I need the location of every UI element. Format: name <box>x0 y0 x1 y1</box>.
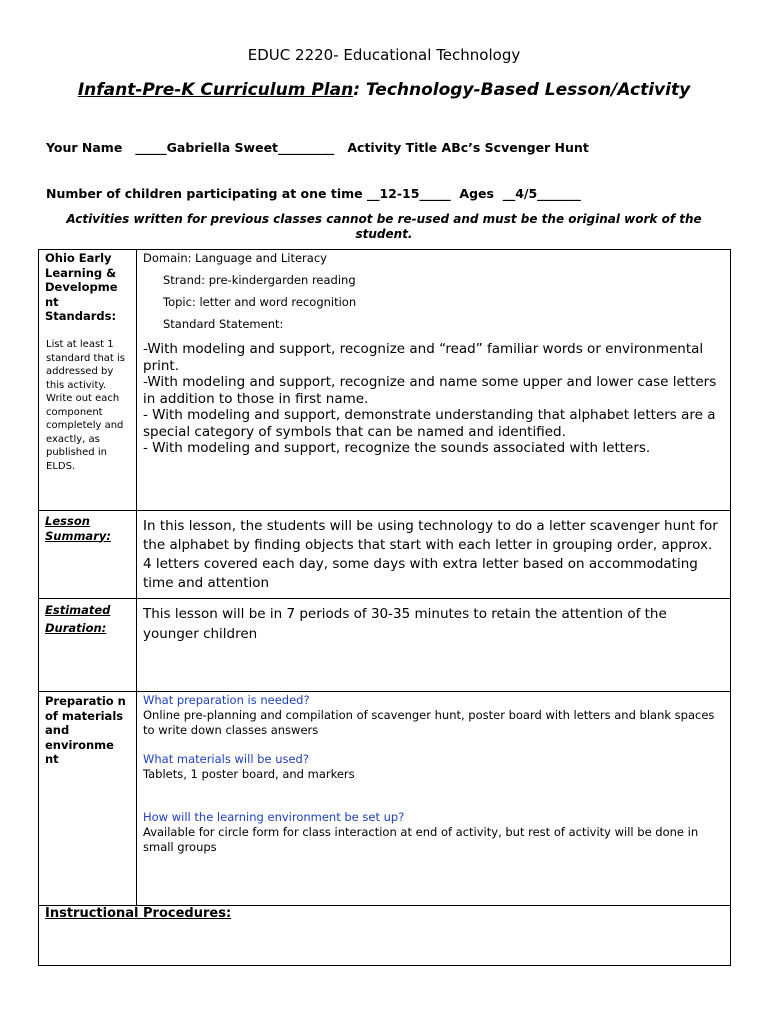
activity-label: Activity Title <box>347 140 438 155</box>
originality-notice: Activities written for previous classes cannot be re-used and must be the original work of the student. <box>66 212 702 241</box>
column-divider <box>136 250 137 905</box>
standard-item: - With modeling and support, demonstrate understanding that alphabet letters are a special category of symbols that can be named and identified. <box>143 407 716 440</box>
name-label: Your Name <box>46 140 123 155</box>
duration-text: This lesson will be in 7 periods of 30-35 minutes to retain the attention of the younger children <box>143 606 667 642</box>
standards-content <box>143 250 723 332</box>
children-label: Number of children participating at one time <box>46 186 363 201</box>
summary-text: In this lesson, the students will be using technology to do a letter scavenger hunt for the alphabet by finding objects that start with each letter in grouping order, approx. 4 letters covered each day, some days with extra letter based on accommodating time and attention <box>143 518 718 591</box>
lesson-plan-table <box>38 249 731 966</box>
title-rest: : Technology-Based Lesson/Activity <box>353 80 691 100</box>
duration-label: Estimated Duration: <box>45 603 111 635</box>
standards-label: Ohio Early Learning & Developme nt Standards: <box>45 251 118 323</box>
row-divider <box>39 691 730 692</box>
activity-value: ABc’s Scvenger Hunt <box>441 140 589 155</box>
materials-answer: Tablets, 1 poster board, and markers <box>143 767 355 781</box>
preparation-content <box>143 693 723 855</box>
standard-item: -With modeling and support, recognize and “read” familiar words or environmental print. <box>143 341 704 374</box>
children-value: __12-15_____ <box>366 186 451 201</box>
row-divider <box>39 510 730 511</box>
instructional-label: Instructional Procedures: <box>45 906 232 921</box>
name-value: _____Gabriella Sweet_________ <box>135 140 335 155</box>
standard-topic: Topic: letter and word recognition <box>163 295 357 309</box>
ages-label: Ages <box>459 186 494 201</box>
standard-statement: Standard Statement: <box>163 317 284 331</box>
name-activity-line <box>46 140 589 155</box>
environment-question: How will the learning environment be set up? <box>143 810 405 824</box>
title-underlined: Infant-Pre-K Curriculum Plan <box>77 80 354 100</box>
standards-instructions: List at least 1 standard that is addressed by this activity. Write out each component completely and exactly, as published in ELDS. <box>46 339 126 472</box>
preparation-label: Preparatio n of materials and environme nt <box>45 694 126 766</box>
environment-answer: Available for circle form for class interaction at end of activity, but rest of activity will be done in small groups <box>143 825 699 854</box>
course-title: EDUC 2220- Educational Technology <box>247 46 521 64</box>
ages-value: __4/5_______ <box>502 186 581 201</box>
standard-domain: Domain: Language and Literacy <box>143 251 327 265</box>
document-title <box>0 80 768 100</box>
row-divider <box>39 598 730 599</box>
materials-question: What materials will be used? <box>143 752 309 766</box>
summary-label: Lesson Summary: <box>45 514 111 543</box>
standard-items <box>143 341 723 457</box>
standard-item: - With modeling and support, recognize the sounds associated with letters. <box>143 440 651 456</box>
prep-answer: Online pre-planning and compilation of scavenger hunt, poster board with letters and blank spaces to write down classes answers <box>143 708 715 737</box>
children-ages-line <box>46 186 581 201</box>
prep-question: What preparation is needed? <box>143 693 310 707</box>
standard-item: -With modeling and support, recognize and name some upper and lower case letters in addition to those in first name. <box>143 374 717 407</box>
standard-strand: Strand: pre-kindergarden reading <box>163 273 356 287</box>
